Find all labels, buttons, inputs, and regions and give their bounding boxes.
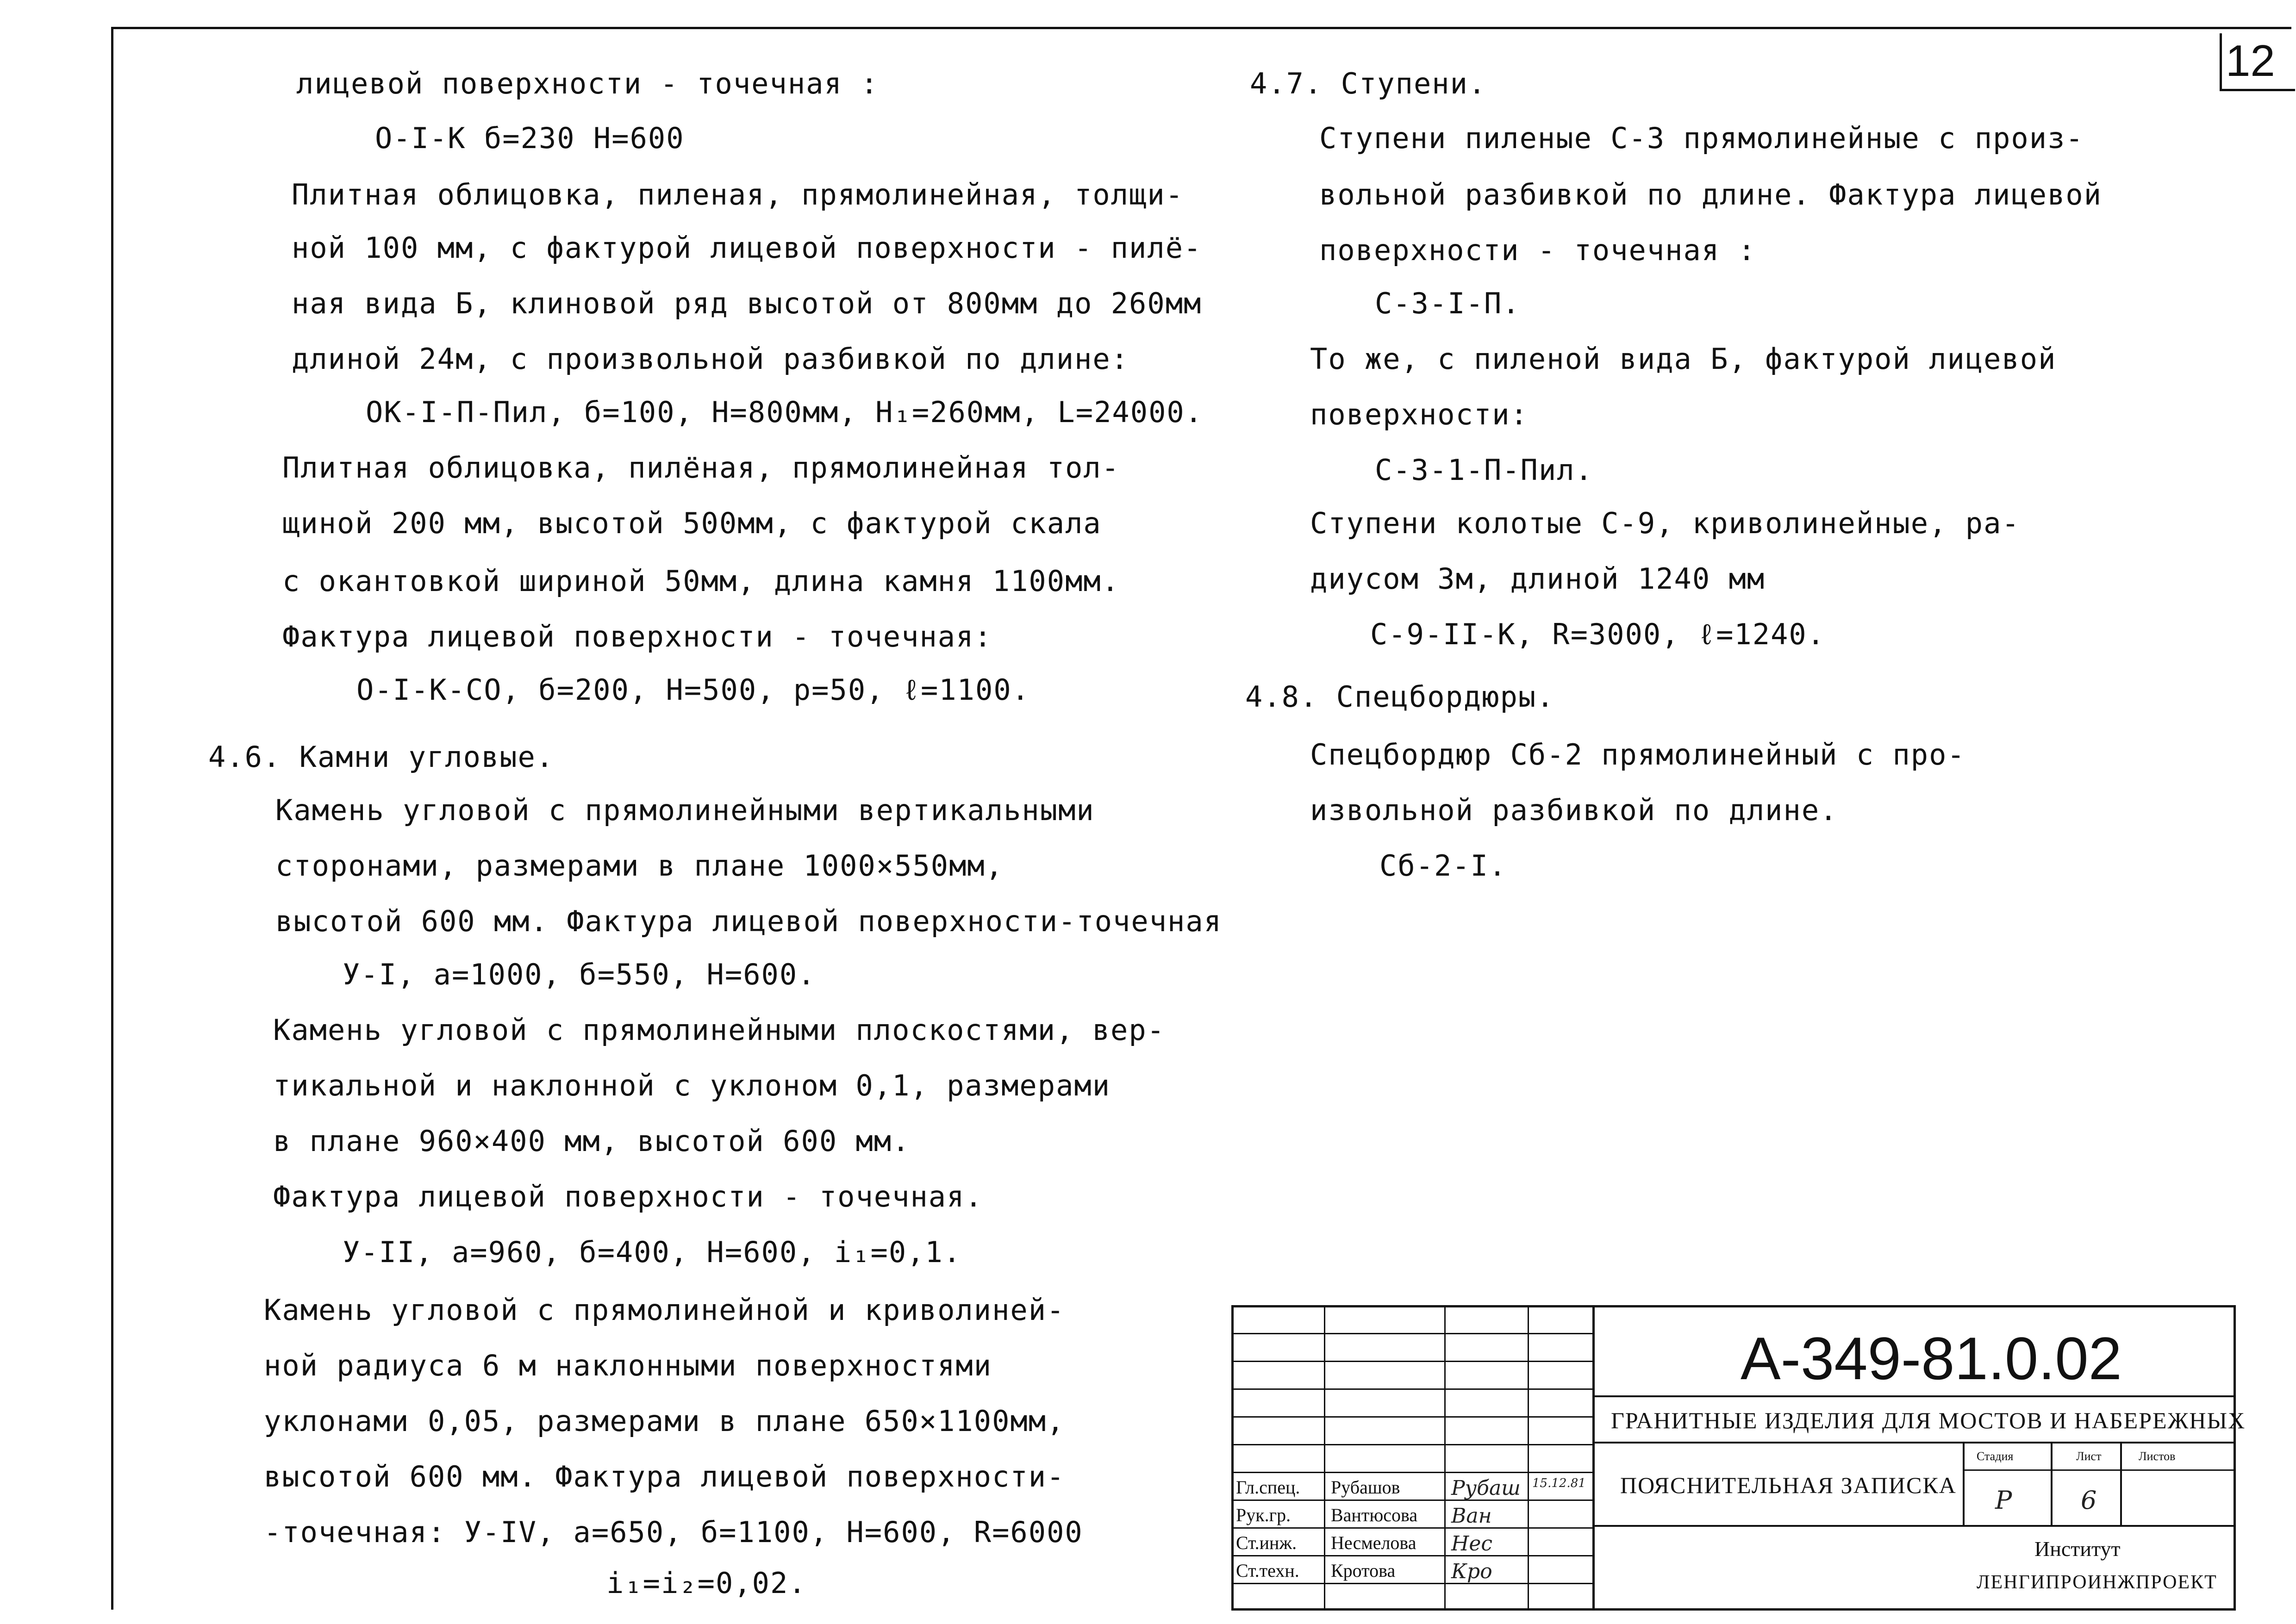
text-line: ная вида Б, клиновой ряд высотой от 800мм до 260мм	[292, 286, 1202, 320]
text-line: С-9-II-К, R=3000, ℓ=1240.	[1370, 617, 1826, 651]
document-title: ПОЯСНИТЕЛЬНАЯ ЗАПИСКА	[1620, 1472, 1957, 1498]
stage-header: Стадия	[1977, 1450, 2014, 1463]
signature-name: Несмелова	[1331, 1532, 1416, 1553]
signature-name: Рубашов	[1331, 1477, 1400, 1498]
signature-name: Кротова	[1331, 1560, 1396, 1581]
text-line: С-3-I-П.	[1375, 286, 1521, 320]
signature-role: Ст.техн.	[1236, 1560, 1299, 1581]
text-line: тикальной и наклонной с уклоном 0,1, размерами	[273, 1069, 1111, 1102]
text-line: вольной разбивкой по длине. Фактура лицевой	[1319, 178, 2103, 212]
text-line: в плане 960×400 мм, высотой 600 мм.	[273, 1124, 911, 1158]
sheets-header: Листов	[2139, 1450, 2176, 1463]
text-line: ной 100 мм, с фактурой лицевой поверхности - пилё-	[292, 231, 1202, 265]
signature-date: 15.12.81	[1532, 1476, 1586, 1490]
signature-mark: Нес	[1451, 1532, 1493, 1556]
text-line: i₁=i₂=0,02.	[606, 1566, 807, 1600]
text-line: Камень угловой с прямолинейными плоскостями, вер-	[273, 1013, 1166, 1047]
project-title: ГРАНИТНЫЕ ИЗДЕЛИЯ ДЛЯ МОСТОВ И НАБЕРЕЖНЫХ	[1611, 1407, 2246, 1433]
text-line: с окантовкой шириной 50мм, длина камня 1100мм.	[282, 564, 1120, 598]
sheet-header: Лист	[2076, 1450, 2102, 1463]
page-frame-top	[111, 27, 2291, 29]
signature-role: Гл.спец.	[1236, 1477, 1300, 1498]
text-line: То же, с пиленой вида Б, фактурой лицевой	[1310, 342, 2057, 376]
text-line: Плитная облицовка, пиленая, прямолинейная, толщи-	[292, 178, 1184, 212]
organization-line2: ЛЕНГИПРОИНЖПРОЕКТ	[1977, 1572, 2217, 1593]
text-line: ОК-I-П-Пил, б=100, Н=800мм, Н₁=260мм, L=24000.	[366, 395, 1204, 429]
signature-mark: Ван	[1451, 1504, 1492, 1528]
text-line: У-I, а=1000, б=550, Н=600.	[343, 958, 816, 991]
text-line: С-3-1-П-Пил.	[1375, 453, 1593, 487]
stage-value: Р	[1995, 1486, 2012, 1515]
text-line: ной радиуса 6 м наклонными поверхностями	[264, 1349, 992, 1382]
text-line: поверхности:	[1310, 398, 1529, 431]
text-line: щиной 200 мм, высотой 500мм, с фактурой скала	[282, 506, 1102, 540]
text-line: Ступени колотые С-9, криволинейные, ра-	[1310, 506, 2020, 540]
text-line: Камень угловой с прямолинейными вертикальными	[275, 793, 1095, 827]
text-line: высотой 600 мм. Фактура лицевой поверхности-точечная	[275, 904, 1223, 938]
text-line: извольной разбивкой по длине.	[1310, 793, 1838, 827]
text-line: -точечная: У-IV, а=650, б=1100, Н=600, R=6000	[264, 1515, 1083, 1549]
signature-role: Ст.инж.	[1236, 1532, 1297, 1553]
sheet-number: 12	[2220, 33, 2295, 91]
page-frame-left	[111, 27, 113, 1610]
text-line: Сб-2-I.	[1379, 849, 1507, 883]
text-line: Спецбордюр Сб-2 прямолинейный с про-	[1310, 738, 1965, 772]
text-line: 4.8. Спецбордюры.	[1245, 680, 1555, 714]
signature-name: Вантюсова	[1331, 1505, 1418, 1525]
text-line: поверхности - точечная :	[1319, 233, 1756, 267]
document-code: А-349-81.0.02	[1741, 1325, 2122, 1392]
text-line: Фактура лицевой поверхности - точечная.	[273, 1180, 983, 1213]
signature-role: Рук.гр.	[1236, 1505, 1291, 1525]
text-line: 4.7. Ступени.	[1250, 67, 1487, 100]
text-line: диусом 3м, длиной 1240 мм	[1310, 562, 1766, 596]
text-line: О-I-К-СО, б=200, Н=500, р=50, ℓ=1100.	[356, 673, 1030, 707]
text-line: Камень угловой с прямолинейной и криволиней-	[264, 1293, 1065, 1327]
text-line: О-I-К б=230 Н=600	[375, 121, 685, 155]
sheet-value: 6	[2081, 1486, 2097, 1515]
text-line: сторонами, размерами в плане 1000×550мм,	[275, 849, 1004, 883]
text-line: 4.6. Камни угловые.	[208, 740, 555, 774]
text-line: уклонами 0,05, размерами в плане 650×1100мм,	[264, 1404, 1065, 1438]
text-line: Фактура лицевой поверхности - точечная:	[282, 620, 992, 653]
title-block	[1231, 1305, 2246, 1611]
text-line: длиной 24м, с произвольной разбивкой по длине:	[292, 342, 1129, 376]
text-line: Ступени пиленые С-3 прямолинейные с произ-	[1319, 121, 2084, 155]
signature-mark: Кро	[1451, 1560, 1492, 1583]
text-line: лицевой поверхности - точечная :	[296, 67, 879, 100]
text-line: Плитная облицовка, пилёная, прямолинейная тол-	[282, 451, 1120, 485]
text-line: У-II, а=960, б=400, Н=600, i₁=0,1.	[343, 1235, 962, 1269]
text-line: высотой 600 мм. Фактура лицевой поверхности-	[264, 1460, 1065, 1493]
signature-mark: Рубаш	[1451, 1476, 1521, 1500]
organization-line1: Институт	[2034, 1537, 2121, 1561]
